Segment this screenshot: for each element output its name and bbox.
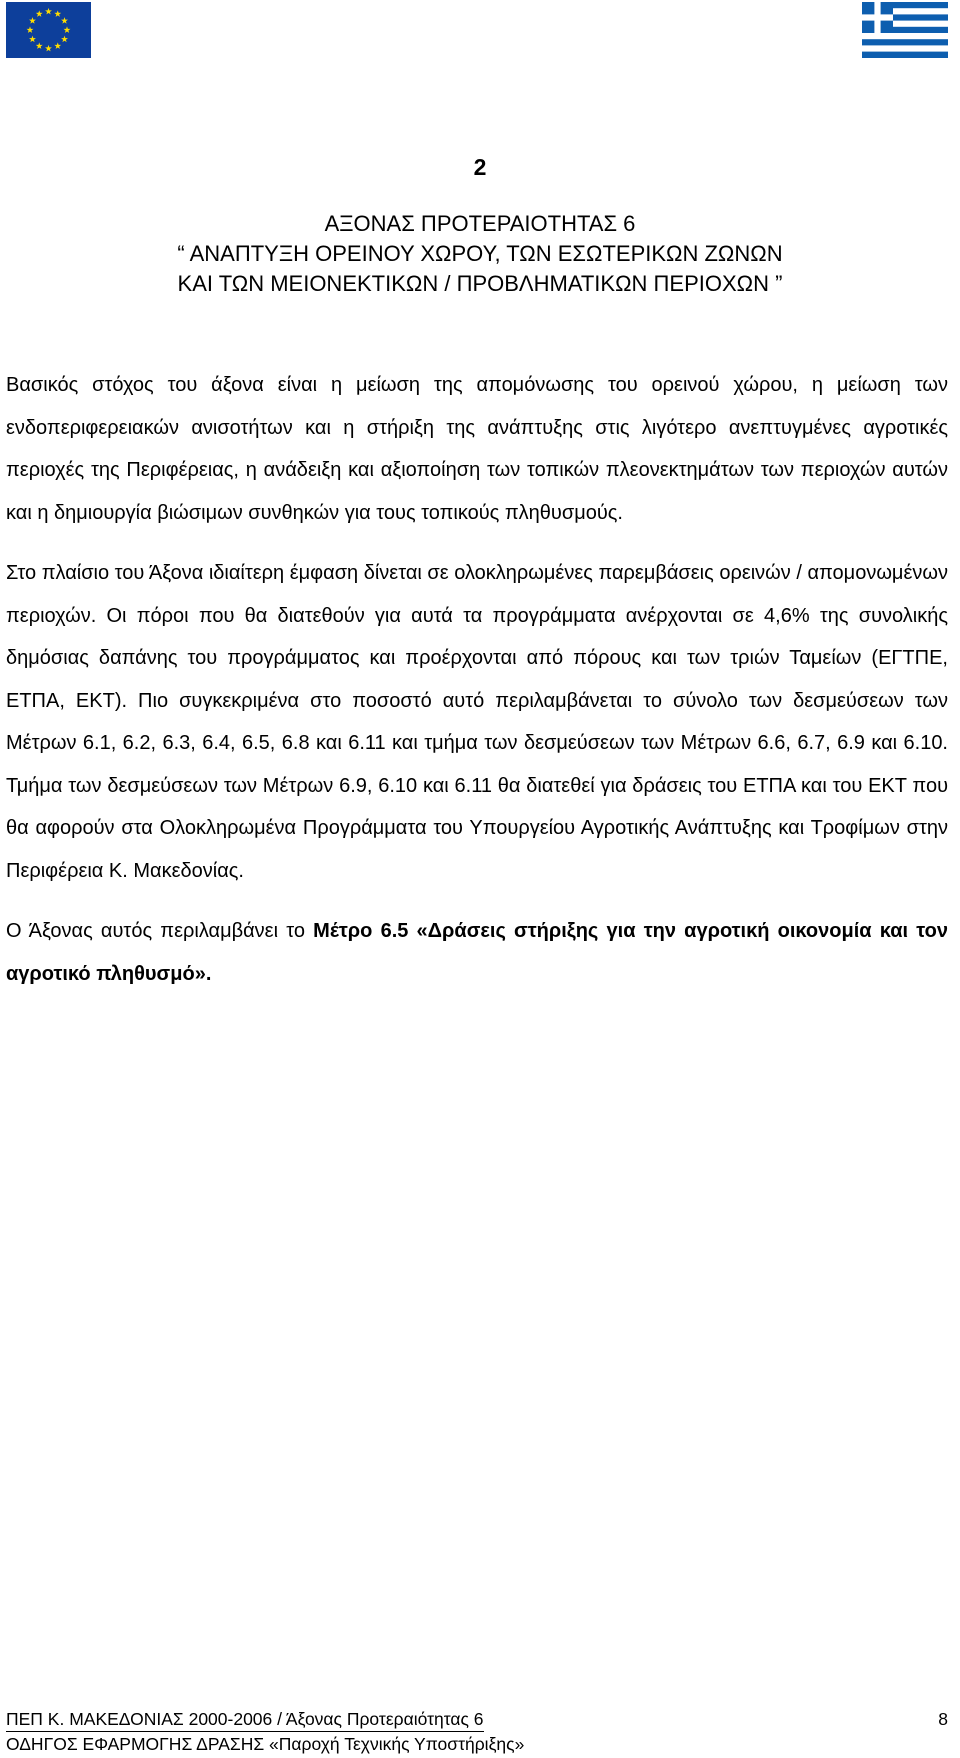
footer-programme: ΠΕΠ Κ. ΜΑΚΕΔΟΝΙΑΣ 2000-2006 / Άξονας Προτεραιότητας 6: [6, 1707, 484, 1732]
eu-flag-icon: [6, 2, 91, 58]
paragraph-measure-lead: Ο Άξονας αυτός περιλαμβάνει το: [6, 920, 314, 942]
greek-flag-icon: [862, 2, 948, 58]
axis-heading: [0, 209, 960, 299]
measure-title: Μέτρο 6.5 «Δράσεις στήριξης για την αγροτική οικονομία και τον αγροτικό πληθυσμό».: [6, 920, 948, 985]
heading-line-1: ΑΞΟΝΑΣ ΠΡΟΤΕΡΑΙΟΤΗΤΑΣ 6: [324, 211, 636, 236]
eu-flag-graphic: [6, 2, 91, 58]
body-text: [6, 364, 948, 1013]
greek-flag-graphic: [862, 2, 948, 58]
paragraph-measure: [6, 910, 948, 995]
footer-guide-title: ΟΔΗΓΟΣ ΕΦΑΡΜΟΓΗΣ ΔΡΑΣΗΣ «Παροχή Τεχνικής Υποστήριξης»: [6, 1734, 525, 1754]
footer-line-1: [6, 1707, 948, 1732]
page-footer: [6, 1707, 948, 1756]
heading-line-3: ΚΑΙ ΤΩΝ ΜΕΙΟΝΕΚΤΙΚΩΝ / ΠΡΟΒΛΗΜΑΤΙΚΩΝ ΠΕΡΙΟΧΩΝ ”: [177, 271, 783, 296]
footer-page-number: 8: [938, 1709, 948, 1729]
paragraph-resources: Στο πλαίσιο του Άξονα ιδιαίτερη έμφαση δίνεται σε ολοκληρωμένες παρεμβάσεις ορεινών / απομονωμένων περιοχών. Οι πόροι που θα διατεθούν για αυτά τα προγράμματα ανέρχονται σε 4,6% της συνολικής δημόσιας δαπάνης του προγράμματος και προέρχονται από πόρους και των τριών Ταμείων (ΕΓΤΠΕ, ΕΤΠΑ, ΕΚΤ). Πιο συγκεκριμένα στο ποσοστό αυτό περιλαμβάνεται το σύνολο των δεσμεύσεων των Μέτρων 6.1, 6.2, 6.3, 6.4, 6.5, 6.8 και 6.11 και τμήμα των δεσμεύσεων των Μέτρων 6.6, 6.7, 6.9 και 6.10. Τμήμα των δεσμεύσεων των Μέτρων 6.9, 6.10 και 6.11 θα διατεθεί για δράσεις του ΕΤΠΑ και του ΕΚΤ που θα αφορούν στα Ολοκληρωμένα Προγράμματα του Υπουργείου Αγροτικής Ανάπτυξης και Τροφίμων στην Περιφέρεια Κ. Μακεδονίας.: [6, 562, 948, 882]
paragraph-objective: Βασικός στόχος του άξονα είναι η μείωση της απομόνωσης του ορεινού χώρου, η μείωση των ενδοπεριφερειακών ανισοτήτων και η στήριξη της ανάπτυξης στις λιγότερο ανεπτυγμένες αγροτικές περιοχές της Περιφέρειας, η ανάδειξη και αξιοποίηση των τοπικών πλεονεκτημάτων των περιοχών αυτών και η δημιουργία βιώσιμων συνθηκών για τους τοπικούς πληθυσμούς.: [6, 374, 948, 524]
heading-line-2: “ ΑΝΑΠΤΥΞΗ ΟΡΕΙΝΟΥ ΧΩΡΟΥ, ΤΩΝ ΕΣΩΤΕΡΙΚΩΝ ΖΩΝΩΝ: [177, 241, 783, 266]
page-number: 2: [473, 154, 487, 180]
